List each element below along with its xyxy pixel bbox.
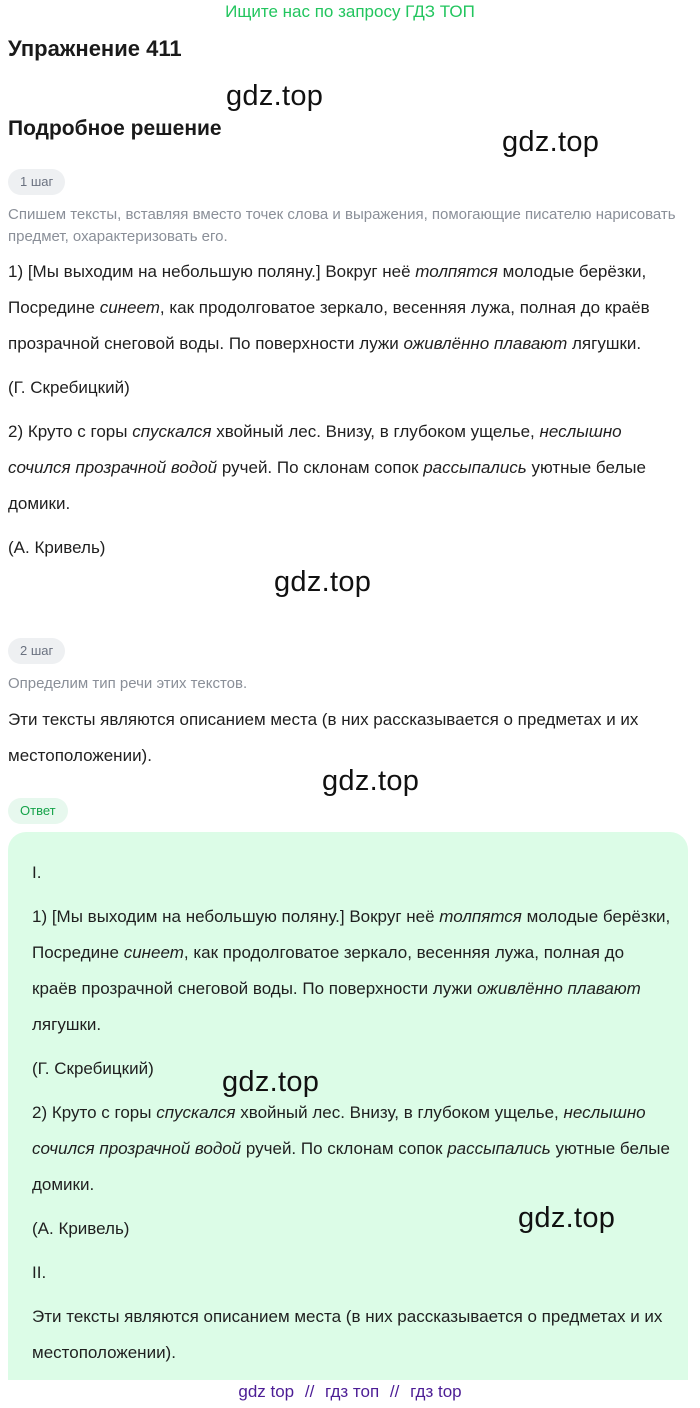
author-1: (Г. Скребицкий) [32,1059,154,1078]
answer-badge: Ответ [8,798,68,824]
author-1: (Г. Скребицкий) [8,378,130,397]
footer-link[interactable]: гдз top [410,1382,462,1401]
watermark: gdz.top [322,765,420,797]
step-hint: Определим тип речи этих текстов. [8,675,248,692]
step-hint: Спишем тексты, вставляя вместо точек слова и выражения, помогающие писателю нарисовать предмет, охарактеризовать его. [8,206,676,245]
author-2: (А. Кривель) [32,1219,130,1238]
watermark: gdz.top [222,1066,320,1098]
step-badge: 1 шаг [8,169,65,195]
footer-separator: // [389,1382,400,1401]
top-banner[interactable]: Ищите нас по запросу ГДЗ ТОП [225,2,475,21]
watermark: gdz.top [518,1202,616,1234]
step2-content: Эти тексты являются описанием места (в них рассказывается о предметах и их местоположении). [8,710,639,765]
watermark: gdz.top [502,126,600,158]
solution-heading: Подробное решение [8,117,222,140]
footer-links [0,1382,700,1402]
author-2: (А. Кривель) [8,538,106,557]
text-2: 2) Круто с горы спускался хвойный лес. Внизу, в глубоком ущелье, неслышно сочился прозрачной водой ручей. По склонам сопок рассыпались уютные белые домики. [8,422,646,513]
footer-link[interactable]: гдз топ [325,1382,380,1401]
section-one: I. [32,863,42,882]
step1-content [8,254,688,566]
answer-text-2: Эти тексты являются описанием места (в них рассказывается о предметах и их местоположении). [32,1307,663,1362]
text-2: 2) Круто с горы спускался хвойный лес. Внизу, в глубоком ущелье, неслышно сочился прозрачной водой ручей. По склонам сопок рассыпались уютные белые домики. [32,1103,670,1194]
answer-content [32,855,672,1371]
page-title: Упражнение 411 [8,36,182,61]
section-two: II. [32,1263,47,1282]
text-1: 1) [Мы выходим на небольшую поляну.] Вокруг неё толпятся молодые берёзки, Посредине синеет, как продолговатое зеркало, весенняя лужа, полная до краёв прозрачной снеговой воды. По поверхности лужи оживлённо плавают лягушки. [8,262,650,353]
text-1: 1) [Мы выходим на небольшую поляну.] Вокруг неё толпятся молодые берёзки, Посредине синеет, как продолговатое зеркало, весенняя лужа, полная до краёв прозрачной снеговой воды. По поверхности лужи оживлённо плавают лягушки. [32,907,671,1034]
footer-separator: // [304,1382,315,1401]
footer-link[interactable]: gdz top [238,1382,295,1401]
step-badge: 2 шаг [8,638,65,664]
watermark: gdz.top [274,566,372,598]
watermark: gdz.top [226,80,324,112]
